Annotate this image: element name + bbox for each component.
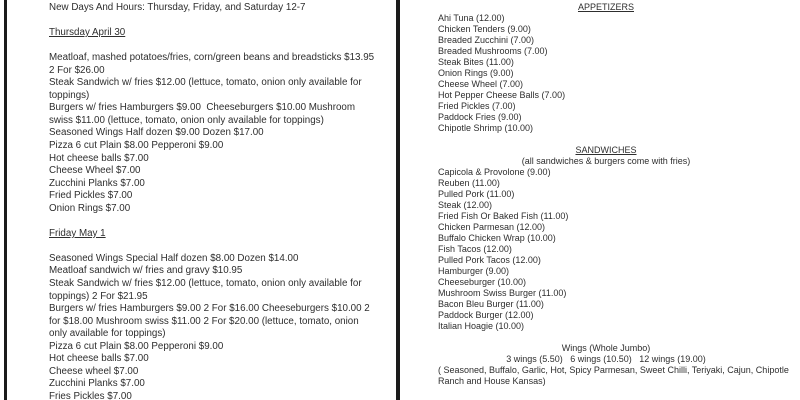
- menu-line: Fried Pickles (7.00): [438, 101, 516, 111]
- blank-line: [438, 134, 774, 145]
- page-divider-line: [396, 0, 400, 400]
- blank-line: [49, 240, 379, 253]
- menu-line: ( Seasoned, Buffalo, Garlic, Hot, Spicy Parmesan, Sweet Chilli, Teriyaki, Cajun, Chipotle: [438, 365, 789, 375]
- menu-line: Ahi Tuna (12.00): [438, 13, 505, 23]
- menu-line: Steak Sandwich w/ fries $12.00 (lettuce, tomato, onion only available for: [49, 278, 362, 290]
- menu-line: Steak Bites (11.00): [438, 57, 514, 67]
- menu-line: for $18.00 Mushroom swiss $11.00 2 For $20.00 (lettuce, tomato, onion: [49, 315, 359, 327]
- menu-line: Hot Pepper Cheese Balls (7.00): [438, 90, 566, 100]
- menu-line: Pizza 6 cut Plain $8.00 Pepperoni $9.00: [49, 140, 224, 152]
- menu-line: Chicken Parmesan (12.00): [438, 222, 546, 232]
- menu-line: Ranch and House Kansas): [438, 376, 546, 386]
- menu-line: Meatloaf sandwich w/ fries and gravy $10.95: [49, 265, 243, 277]
- menu-line: Fried Fish Or Baked Fish (11.00): [438, 211, 569, 221]
- menu-line: Seasoned Wings Half dozen $9.00 Dozen $17.00: [49, 127, 264, 139]
- menu-line: Steak (12.00): [438, 200, 493, 210]
- menu-line: 2 For $26.00: [49, 64, 105, 76]
- menu-line: Pulled Pork Tacos (12.00): [438, 255, 541, 265]
- menu-line: Burgers w/ fries Hamburgers $9.00 2 For $16.00 Cheeseburgers $10.00 2: [49, 303, 370, 315]
- section-heading: Friday May 1: [49, 227, 106, 239]
- blank-line: [49, 215, 379, 228]
- menu-line: Onion Rings $7.00: [49, 202, 131, 214]
- menu-line: Hot cheese balls $7.00: [49, 152, 149, 164]
- menu-line: Breaded Mushrooms (7.00): [438, 46, 548, 56]
- menu-line: Fries Pickles $7.00: [49, 390, 132, 400]
- menu-line: toppings) 2 For $21.95: [49, 290, 148, 302]
- menu-line: Reuben (11.00): [438, 178, 500, 188]
- menu-line: Zucchini Planks $7.00: [49, 378, 145, 390]
- menu-line: Breaded Zucchini (7.00): [438, 35, 535, 45]
- menu-line: Fried Pickles $7.00: [49, 190, 133, 202]
- menu-line: swiss $11.00 (lettuce, tomato, onion only available for toppings): [49, 114, 324, 126]
- menu-line: only available for toppings): [49, 328, 166, 340]
- menu-line: Italian Hoagie (10.00): [438, 321, 525, 331]
- right-page-content: [438, 2, 789, 387]
- menu-line: Burgers w/ fries Hamburgers $9.00 Cheeseburgers $10.00 Mushroom: [49, 102, 356, 114]
- menu-line: Pizza 6 cut Plain $8.00 Pepperoni $9.00: [49, 340, 224, 352]
- menu-line: Cheese wheel $7.00: [49, 365, 139, 377]
- menu-line: Cheeseburger (10.00): [438, 277, 527, 287]
- menu-line: Paddock Fries (9.00): [438, 112, 522, 122]
- menu-line: Chicken Tenders (9.00): [438, 24, 531, 34]
- menu-line: Hamburger (9.00): [438, 266, 510, 276]
- section-heading: Thursday April 30: [49, 27, 126, 39]
- menu-line: New Days And Hours: Thursday, Friday, and Saturday 12-7: [49, 2, 306, 13]
- menu-line: Fish Tacos (12.00): [438, 244, 512, 254]
- menu-line: Chipotle Shrimp (10.00): [438, 123, 534, 133]
- menu-line: Buffalo Chicken Wrap (10.00): [438, 233, 556, 243]
- menu-line: Capicola & Provolone (9.00): [438, 167, 551, 177]
- menu-line: Meatloaf, mashed potatoes/fries, corn/green beans and breadsticks $13.95: [49, 52, 375, 64]
- menu-line: Hot cheese balls $7.00: [49, 353, 149, 365]
- section-heading: Wings (Whole Jumbo): [561, 343, 651, 353]
- left-page-edge-line: [4, 0, 7, 400]
- section-heading: APPETIZERS: [577, 2, 634, 12]
- menu-line: Cheese Wheel (7.00): [438, 79, 524, 89]
- menu-line: (all sandwiches & burgers come with fries): [521, 156, 691, 166]
- blank-line: [49, 15, 379, 28]
- blank-line: [438, 332, 774, 343]
- menu-line: Paddock Burger (12.00): [438, 310, 534, 320]
- menu-line: toppings): [49, 89, 90, 101]
- section-heading: SANDWICHES: [575, 145, 637, 155]
- blank-line: [49, 40, 379, 53]
- menu-line: Pulled Pork (11.00): [438, 189, 515, 199]
- menu-line: Steak Sandwich w/ fries $12.00 (lettuce, tomato, onion only available for: [49, 77, 362, 89]
- menu-line: Bacon Bleu Burger (11.00): [438, 299, 544, 309]
- menu-line: Zucchini Planks $7.00: [49, 177, 145, 189]
- menu-line: Cheese Wheel $7.00: [49, 165, 141, 177]
- menu-line: Mushroom Swiss Burger (11.00): [438, 288, 567, 298]
- menu-line: Seasoned Wings Special Half dozen $8.00 Dozen $14.00: [49, 252, 299, 264]
- menu-line: Onion Rings (9.00): [438, 68, 514, 78]
- menu-line: 3 wings (5.50) 6 wings (10.50) 12 wings (19.00): [506, 354, 706, 364]
- left-page-content: [49, 2, 379, 400]
